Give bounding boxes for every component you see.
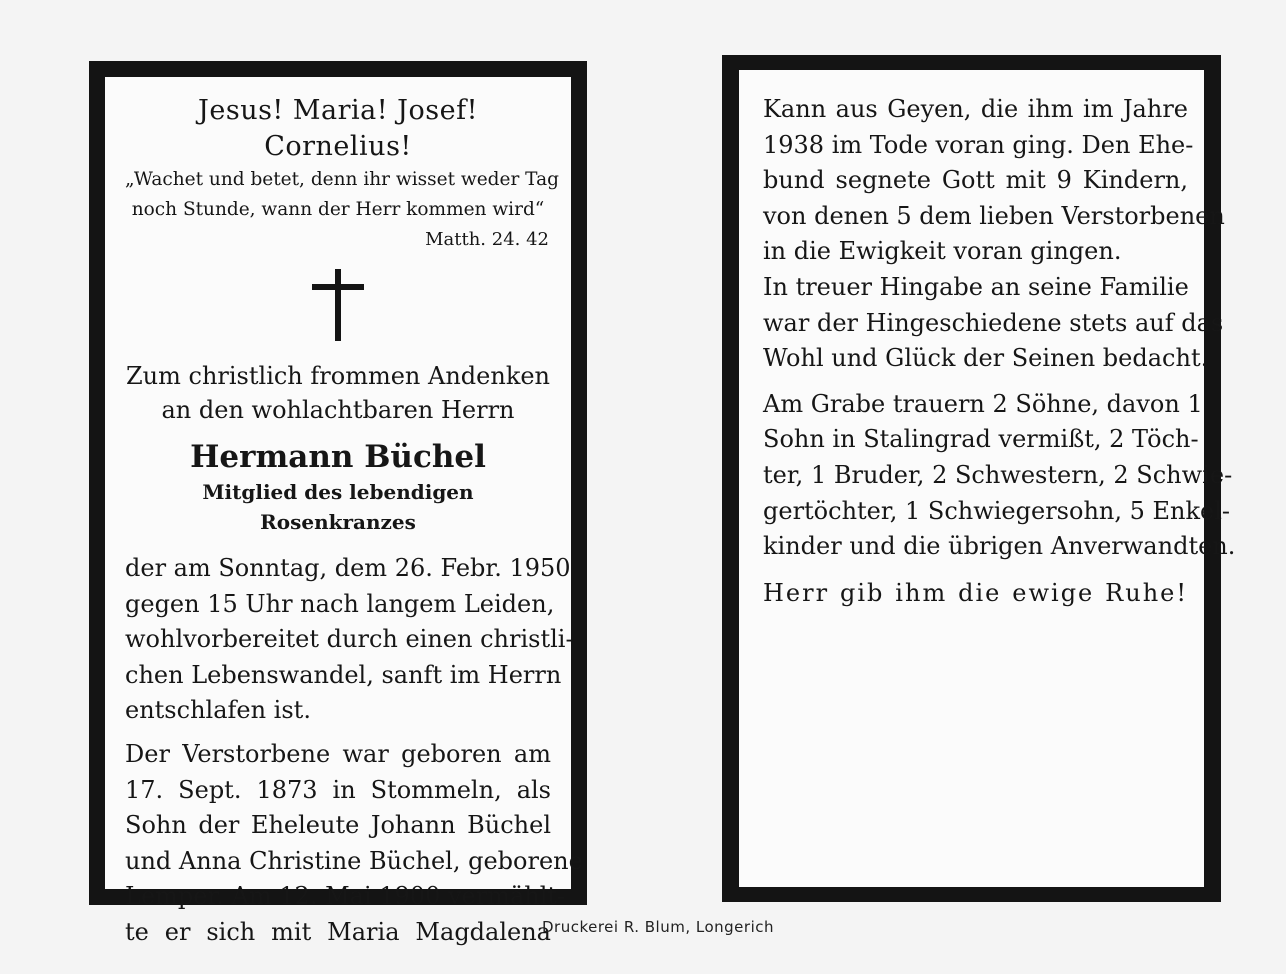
dedication-line: Zum christlich frommen Andenken <box>125 362 551 390</box>
obituary-paragraph <box>125 551 574 729</box>
text-line: von denen 5 dem lieben Verstorbenen <box>763 201 1225 230</box>
dedication <box>125 359 551 427</box>
card-left-content <box>105 77 583 946</box>
text-line: chen Lebenswandel, sanft im Herrn <box>125 660 562 689</box>
text-line: in die Ewigkeit voran gingen. <box>763 237 1122 266</box>
header-invocation: Jesus! Maria! Josef! Cornelius! <box>198 95 478 162</box>
text-line: ter, 1 Bruder, 2 Schwestern, 2 Schwie- <box>763 460 1233 489</box>
text-line: der am Sonntag, dem 26. Febr. 1950 <box>125 554 571 582</box>
text-line: gegen 15 Uhr nach langem Leiden, <box>125 589 555 618</box>
quote-line: „Wachet und betet, denn ihr wisset weder Tag <box>125 169 559 190</box>
text-line: bund segnete Gott mit 9 Kindern, <box>763 166 1188 195</box>
text-line: In treuer Hingabe an seine Familie <box>763 272 1189 301</box>
text-line: gertöchter, 1 Schwiegersohn, 5 Enkel- <box>763 496 1231 525</box>
bible-reference: Matth. 24. 42 <box>425 229 549 250</box>
mourners-paragraph <box>763 387 1236 565</box>
memorial-card-right <box>722 55 1236 902</box>
text-line: Der Verstorbene war geboren am <box>125 739 551 768</box>
text-line: Am Grabe trauern 2 Söhne, davon 1 <box>763 389 1203 418</box>
text-line: war der Hingeschiedene stets auf das <box>763 308 1224 337</box>
text-line: 1938 im Tode voran ging. Den Ehe- <box>763 130 1194 159</box>
text-line: entschlafen ist. <box>125 696 311 725</box>
text-line: Lemper. Am 12. Mai 1900 vermählt- <box>125 882 566 911</box>
closing-prayer <box>763 575 1188 611</box>
text-line: wohlvorbereitet durch einen christli- <box>125 625 574 654</box>
membership-line: Mitglied des lebendigen Rosenkranzes <box>202 480 474 534</box>
printer-imprint: Druckerei R. Blum, Longerich <box>541 918 774 936</box>
devotion-paragraph <box>763 270 1224 377</box>
text-line: Sohn in Stalingrad vermißt, 2 Töch- <box>763 425 1199 454</box>
deceased-name: Hermann Büchel <box>190 439 486 475</box>
text-line: Wohl und Glück der Seinen bedacht. <box>763 344 1209 373</box>
cross-icon <box>312 269 364 341</box>
quote-line: noch Stunde, wann der Herr kommen wird“ <box>131 199 545 220</box>
text-line: Kann aus Geyen, die ihm im Jahre <box>763 95 1188 123</box>
text-line: kinder und die übrigen Anverwandten. <box>763 532 1236 561</box>
text-line: 17. Sept. 1873 in Stommeln, als <box>125 775 551 804</box>
dedication-line: an den wohlachtbaren Herrn <box>161 396 515 424</box>
text-line: und Anna Christine Büchel, geborene <box>125 846 583 875</box>
text-line: te er sich mit Maria Magdalena <box>125 917 551 946</box>
memorial-card-left <box>89 61 587 946</box>
prayer-line: Herr gib ihm die ewige Ruhe! <box>763 578 1188 607</box>
card-right-content <box>739 70 1236 887</box>
text-line: Sohn der Eheleute Johann Büchel <box>125 811 551 840</box>
family-paragraph <box>763 92 1225 270</box>
bible-quote <box>125 165 559 225</box>
